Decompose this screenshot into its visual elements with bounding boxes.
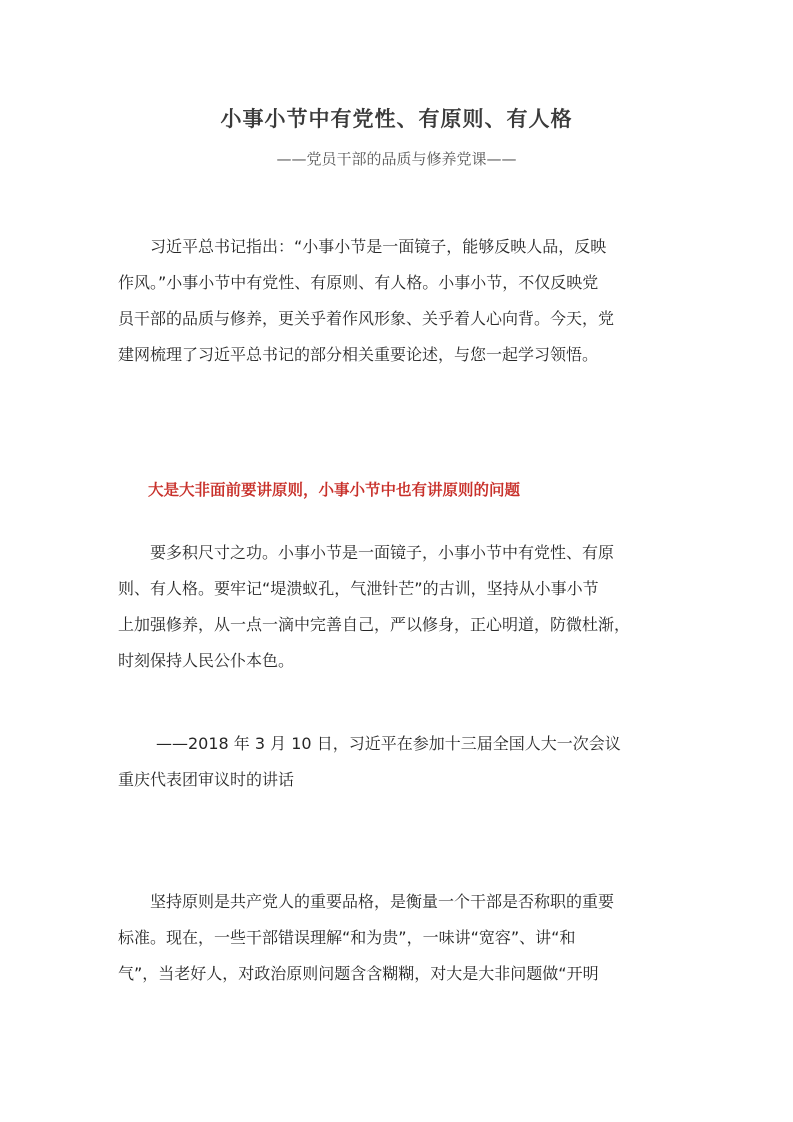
quote-line: 气”，当老好人，对政治原则问题含含糊糊，对大是大非问题做“开明 [118, 964, 599, 983]
document-subtitle: ——党员干部的品质与修养党课—— [276, 150, 517, 168]
quote-paragraph-2 [118, 884, 678, 992]
intro-line: 建网梳理了习近平总书记的部分相关重要论述，与您一起学习领悟。 [118, 345, 599, 364]
intro-paragraph [118, 229, 678, 373]
intro-line: 员干部的品质与修养，更关乎着作风形象、关乎着人心向背。今天，党 [118, 309, 615, 328]
quote-line: 坚持原则是共产党人的重要品格，是衡量一个干部是否称职的重要 [150, 892, 615, 911]
section-heading: 大是大非面前要讲原则，小事小节中也有讲原则的问题 [148, 481, 521, 499]
document-title: 小事小节中有党性、有原则、有人格 [220, 107, 573, 131]
quote-paragraph-1 [118, 535, 678, 679]
quote-line: 则、有人格。要牢记“堤溃蚁孔，气泄针芒”的古训，坚持从小事小节 [118, 579, 599, 598]
quote-line: 上加强修养，从一点一滴中完善自己，严以修身，正心明道，防微杜渐， [118, 615, 631, 634]
source-line: 重庆代表团审议时的讲话 [118, 770, 295, 789]
source-citation-1 [118, 726, 678, 798]
quote-line: 要多积尺寸之功。小事小节是一面镜子，小事小节中有党性、有原 [150, 543, 615, 562]
intro-line: 作风。”小事小节中有党性、有原则、有人格。小事小节，不仅反映党 [118, 273, 599, 292]
source-line: ——2018 年 3 月 10 日，习近平在参加十三届全国人大一次会议 [156, 734, 621, 753]
quote-line: 时刻保持人民公仆本色。 [118, 651, 295, 670]
quote-line: 标准。现在，一些干部错误理解“和为贵”，一味讲“宽容”、讲“和 [118, 928, 576, 947]
intro-line: 习近平总书记指出：“小事小节是一面镜子，能够反映人品，反映 [150, 237, 607, 256]
